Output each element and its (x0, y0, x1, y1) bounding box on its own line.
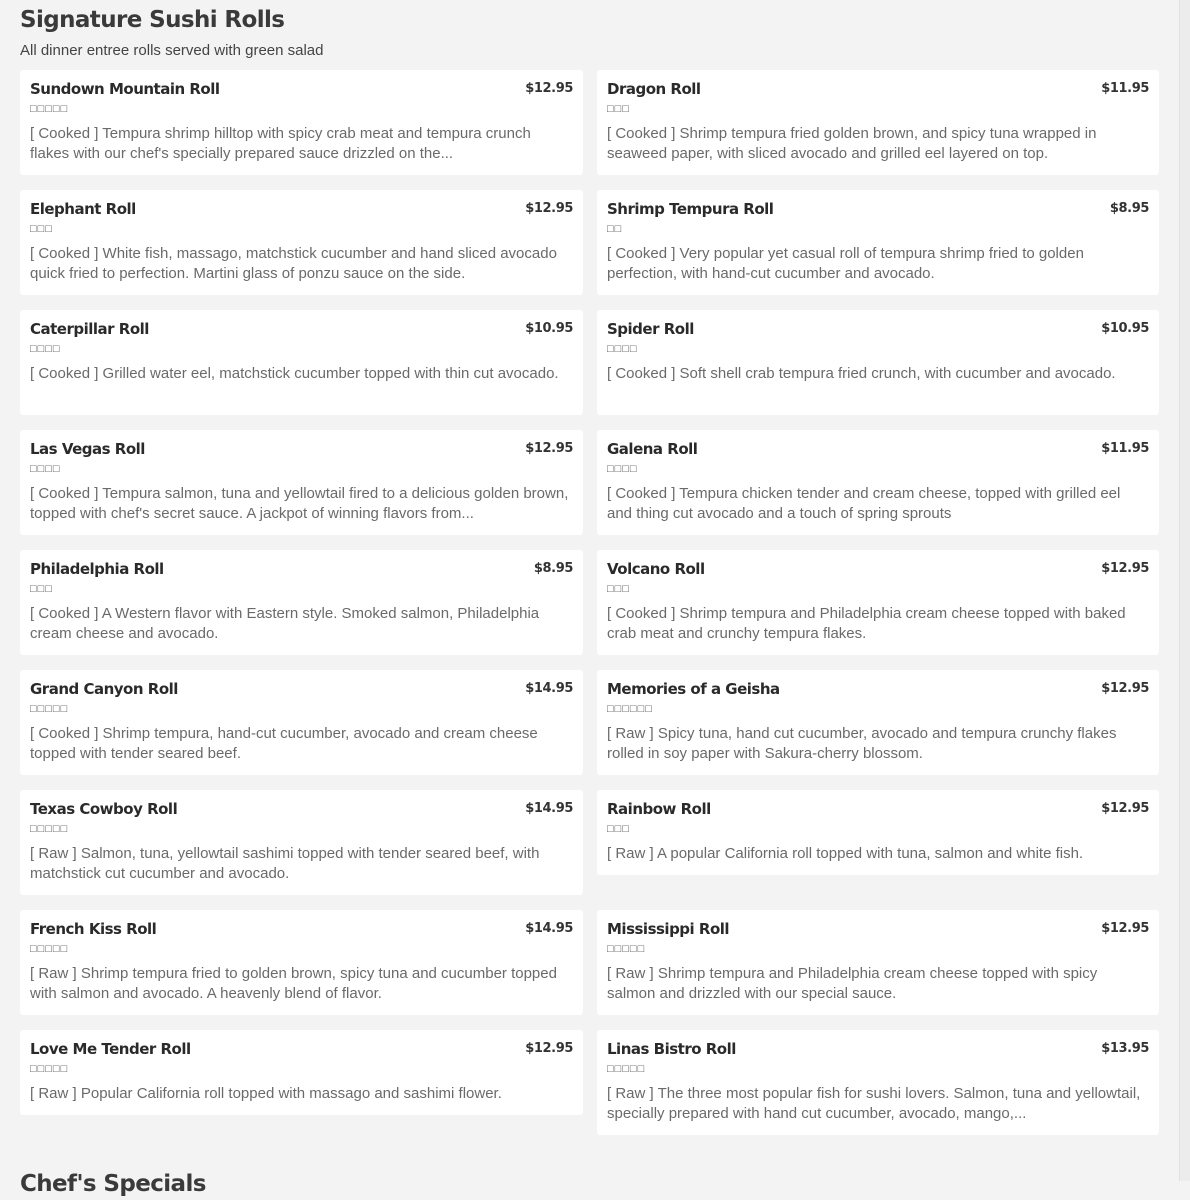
menu-item-native-name: □□□ (607, 103, 630, 115)
menu-item-description: [ Cooked ] Tempura chicken tender and cream cheese, topped with grilled eel and thing cut avocado and a touch of spring sprouts (607, 485, 1121, 522)
menu-item-description: [ Raw ] Popular California roll topped with massago and sashimi flower. (30, 1085, 502, 1102)
menu-item-native-name: □□□ (30, 223, 53, 235)
menu-item-card[interactable] (597, 550, 1159, 655)
menu-item-price: $8.95 (533, 561, 573, 576)
section-header (20, 4, 1160, 59)
menu-item-native-name: □□□□□ (30, 703, 69, 715)
menu-item-name: Memories of a Geisha (607, 680, 780, 698)
menu-item-card[interactable] (20, 1030, 583, 1115)
menu-item-description: [ Raw ] Spicy tuna, hand cut cucumber, avocado and tempura crunchy flakes rolled in soy paper with Sakura-cherry blossom. (607, 725, 1117, 762)
menu-item-description: [ Cooked ] A Western flavor with Eastern style. Smoked salmon, Philadelphia cream cheese and avocado. (30, 605, 540, 642)
menu-item-card[interactable] (20, 310, 583, 415)
menu-item-native-name: □□□□ (607, 463, 638, 475)
menu-item-name: Galena Roll (607, 440, 698, 458)
menu-item-price: $12.95 (1101, 561, 1149, 576)
menu-item-card[interactable] (597, 670, 1159, 775)
menu-item-native-name: □□□ (30, 583, 53, 595)
menu-item-name: Volcano Roll (607, 560, 705, 578)
menu-item-native-name: □□□□□ (607, 1063, 646, 1075)
menu-item-price: $12.95 (1101, 801, 1149, 816)
menu-item-name: Rainbow Roll (607, 800, 711, 818)
menu-item-native-name: □□□□□ (607, 943, 646, 955)
section-title: Signature Sushi Rolls (20, 7, 285, 33)
menu-item-description: [ Cooked ] Shrimp tempura fried golden brown, and spicy tuna wrapped in seaweed paper, with sliced avocado and grilled eel layered on top. (607, 125, 1097, 162)
menu-item-card[interactable] (597, 790, 1159, 875)
menu-item-card[interactable] (597, 1030, 1159, 1135)
menu-item-card[interactable] (20, 790, 583, 895)
menu-item-native-name: □□□ (607, 583, 630, 595)
menu-item-card[interactable] (597, 310, 1159, 415)
menu-item-price: $10.95 (1101, 321, 1149, 336)
menu-item-name: Grand Canyon Roll (30, 680, 178, 698)
menu-item-name: Las Vegas Roll (30, 440, 145, 458)
menu-item-native-name: □□□ (607, 823, 630, 835)
menu-item-price: $13.95 (1101, 1041, 1149, 1056)
menu-item-price: $12.95 (525, 1041, 573, 1056)
menu-item-description: [ Cooked ] Shrimp tempura and Philadelphia cream cheese topped with baked crab meat and crunchy tempura flakes. (607, 605, 1126, 642)
menu-item-name: Sundown Mountain Roll (30, 80, 220, 98)
menu-item-name: Shrimp Tempura Roll (607, 200, 774, 218)
menu-item-price: $12.95 (1101, 681, 1149, 696)
menu-item-description: [ Cooked ] Grilled water eel, matchstick cucumber topped with thin cut avocado. (30, 365, 559, 382)
menu-item-card[interactable] (20, 550, 583, 655)
menu-item-card[interactable] (597, 910, 1159, 1015)
menu-item-card[interactable] (20, 190, 583, 295)
menu-item-description: [ Raw ] Salmon, tuna, yellowtail sashimi topped with tender seared beef, with matchstick cut cucumber and avocado. (30, 845, 540, 882)
menu-item-card[interactable] (597, 430, 1159, 535)
menu-item-price: $14.95 (525, 801, 573, 816)
menu-item-card[interactable] (20, 70, 583, 175)
menu-item-name: Elephant Roll (30, 200, 136, 218)
menu-item-description: [ Cooked ] Soft shell crab tempura fried crunch, with cucumber and avocado. (607, 365, 1116, 382)
menu-item-price: $8.95 (1109, 201, 1149, 216)
menu-item-native-name: □□□□□ (30, 823, 69, 835)
menu-item-native-name: □□□□□ (30, 103, 69, 115)
menu-item-card[interactable] (597, 70, 1159, 175)
menu-item-description: [ Cooked ] Shrimp tempura, hand-cut cucumber, avocado and cream cheese topped with tender seared beef. (30, 725, 538, 762)
menu-item-price: $12.95 (525, 441, 573, 456)
menu-item-card[interactable] (20, 670, 583, 775)
menu-item-name: Love Me Tender Roll (30, 1040, 191, 1058)
section-subtitle: All dinner entree rolls served with green salad (20, 42, 324, 59)
menu-item-description: [ Raw ] Shrimp tempura fried to golden brown, spicy tuna and cucumber topped with salmon and avocado. A heavenly blend of flavor. (30, 965, 557, 1002)
menu-item-native-name: □□□□ (30, 343, 61, 355)
menu-item-native-name: □□□□ (30, 463, 61, 475)
menu-item-price: $11.95 (1101, 81, 1149, 96)
menu-item-native-name: □□□□ (607, 343, 638, 355)
menu-item-description: [ Cooked ] Tempura shrimp hilltop with spicy crab meat and tempura crunch flakes with our chef's specially prepared sauce drizzled on the... (30, 125, 531, 162)
menu-item-description: [ Cooked ] Very popular yet casual roll of tempura shrimp fried to golden perfection, with hand-cut cucumber and avocado. (607, 245, 1084, 282)
menu-item-description: [ Raw ] The three most popular fish for sushi lovers. Salmon, tuna and yellowtail, specially prepared with hand cut cucumber, avocado, mango,... (607, 1085, 1141, 1122)
menu-item-card[interactable] (20, 910, 583, 1015)
menu-item-price: $12.95 (525, 81, 573, 96)
page-scrollbar[interactable] (1179, 0, 1190, 1181)
menu-item-native-name: □□□□□ (30, 943, 69, 955)
menu-item-price: $14.95 (525, 921, 573, 936)
menu-item-name: Spider Roll (607, 320, 694, 338)
menu-item-name: Linas Bistro Roll (607, 1040, 736, 1058)
menu-item-native-name: □□□□□□ (607, 703, 653, 715)
menu-item-native-name: □□□□□ (30, 1063, 69, 1075)
menu-item-name: Texas Cowboy Roll (30, 800, 178, 818)
menu-item-name: Philadelphia Roll (30, 560, 164, 578)
menu-item-price: $12.95 (525, 201, 573, 216)
menu-item-price: $12.95 (1101, 921, 1149, 936)
menu-item-native-name: □□ (607, 223, 623, 235)
menu-item-name: French Kiss Roll (30, 920, 157, 938)
menu-item-price: $14.95 (525, 681, 573, 696)
next-section-title: Chef's Specials (20, 1171, 206, 1197)
menu-item-card[interactable] (597, 190, 1159, 295)
menu-item-name: Caterpillar Roll (30, 320, 149, 338)
menu-item-name: Mississippi Roll (607, 920, 730, 938)
menu-item-price: $11.95 (1101, 441, 1149, 456)
menu-item-price: $10.95 (525, 321, 573, 336)
menu-item-description: [ Raw ] A popular California roll topped with tuna, salmon and white fish. (607, 845, 1084, 862)
menu-item-description: [ Cooked ] Tempura salmon, tuna and yellowtail fired to a delicious golden brown, topped with chef's secret sauce. A jackpot of winning flavors from... (30, 485, 569, 522)
menu-item-card[interactable] (20, 430, 583, 535)
menu-item-description: [ Raw ] Shrimp tempura and Philadelphia cream cheese topped with spicy salmon and drizzled with our special sauce. (607, 965, 1098, 1002)
menu-item-name: Dragon Roll (607, 80, 701, 98)
menu-item-description: [ Cooked ] White fish, massago, matchstick cucumber and hand sliced avocado quick fried to perfection. Martini glass of ponzu sauce on the side. (30, 245, 557, 282)
